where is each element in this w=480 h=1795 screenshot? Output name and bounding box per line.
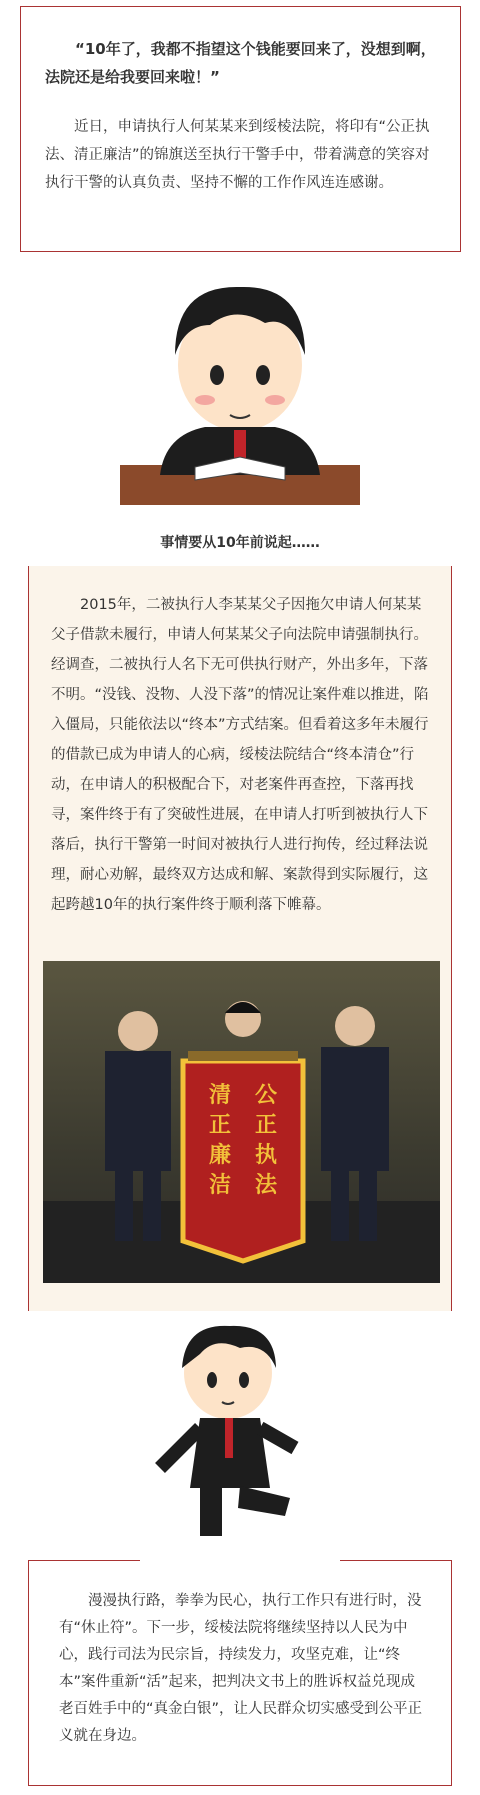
walking-cartoon [130,1318,340,1548]
intro-quote: “10年了，我都不指望这个钱能要回来了，没想到啊，法院还是给我要回来啦！” [45,40,436,86]
reading-cartoon [115,275,365,505]
walking-man-illustration [130,1318,340,1548]
closing-box [28,1560,452,1786]
story-box [28,566,452,1311]
story-text: 2015年，二被执行人李某某父子因拖欠申请人何某某父子借款未履行，申请人何某某父子向法院申请强制执行。经调查，二被执行人名下无可供执行财产，外出多年，下落不明。“没钱、没物、人没下落”的情况让案件难以推进，陷入僵局，只能依法以“终本”方式结案。但看着这多年未履行的借款已成为申请人的心病，绥棱法院结合“终本清仓”行动，在申请人的积极配合下，对老案件再查控，下落再找寻，案件终于有了突破性进展，在申请人打听到被执行人下落后，执行干警第一时间对被执行人进行拘传，经过释法说理，耐心劝解，最终双方达成和解、案款得到实际履行，这起跨越10年的执行案件终于顺利落下帷幕。 [51,597,429,913]
banner-photo [43,961,440,1283]
intro-text: 近日，申请执行人何某某来到绥棱法院，将印有“公正执法、清正廉洁”的锦旗送至执行干警手中，带着满意的笑容对执行干警的认真负责、坚持不懈的工作作风连连感谢。 [45,119,430,191]
photo-scene [43,961,440,1283]
closing-text: 漫漫执行路，拳拳为民心，执行工作只有进行时，没有“休止符”。下一步，绥棱法院将继续坚持以人民为中心，践行司法为民宗旨，持续发力，攻坚克难，让“终本”案件重新“活”起来，把判决文书上的胜诉权益兑现成老百姓手中的“真金白银”，让人民群众切实感受到公平正义就在身边。 [59,1593,423,1744]
banner-text-col1: 公正执法 [255,1083,278,1198]
closing-top-border-left [28,1560,140,1561]
intro-box [20,6,461,252]
banner-text-col2: 清正廉洁 [209,1083,232,1198]
reading-man-illustration [115,275,365,505]
section-caption: 事情要从10年前说起…… [160,535,320,551]
closing-top-border-right [340,1560,452,1561]
